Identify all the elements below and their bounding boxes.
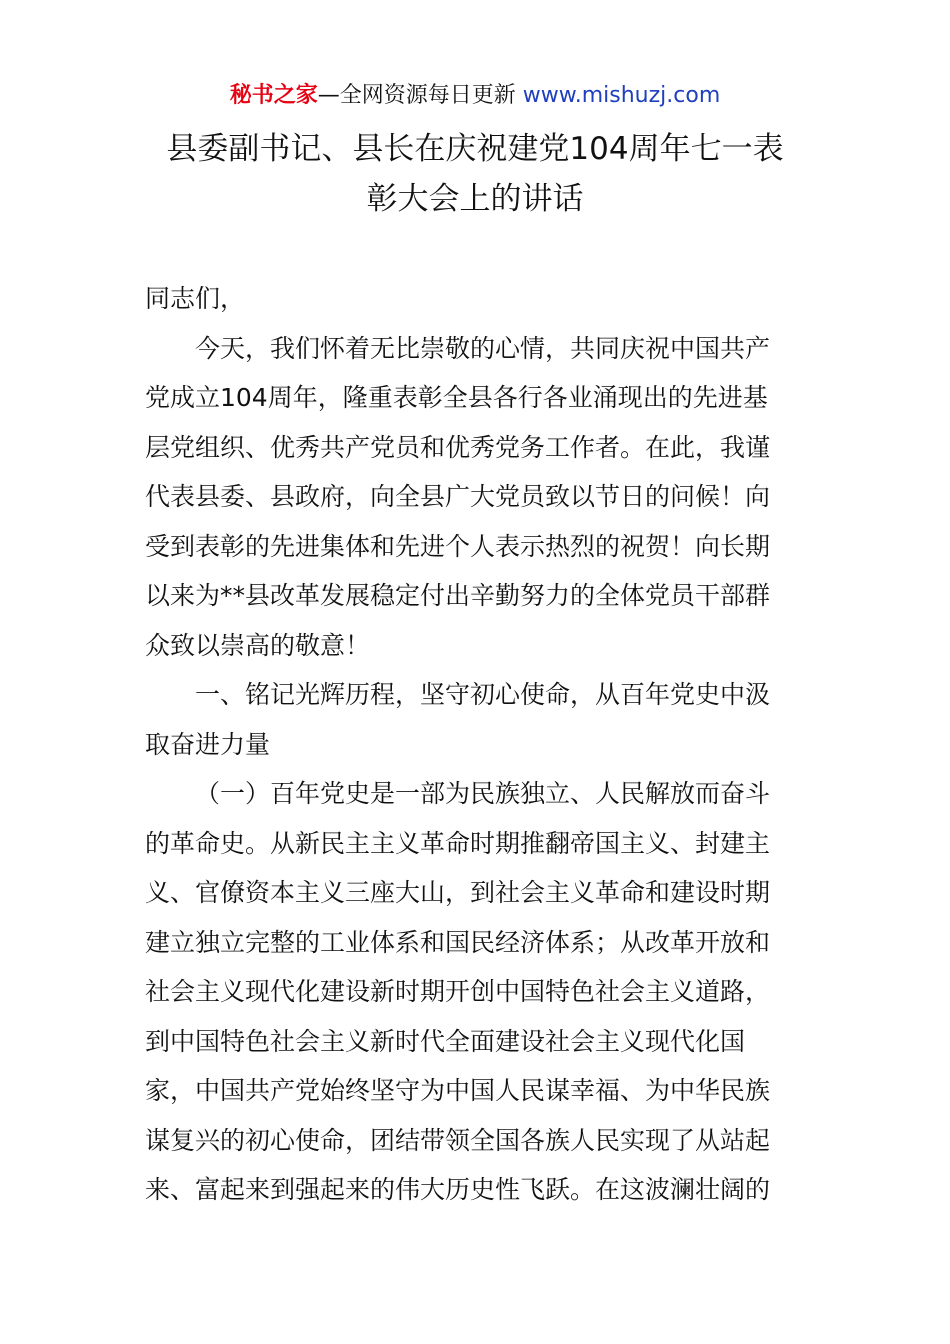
paragraph-2-line: 谋复兴的初心使命，团结带领全国各族人民实现了从站起: [145, 1125, 771, 1155]
site-url-link[interactable]: www.mishuzj.com: [522, 83, 721, 108]
paragraph-2-line: 社会主义现代化建设新时期开创中国特色社会主义道路，: [145, 977, 771, 1006]
paragraph-1-line: 层党组织、优秀共产党员和优秀党务工作者。在此，我谨: [145, 432, 771, 462]
document-body: [145, 274, 810, 1215]
header-tagline: —全网资源每日更新: [317, 83, 516, 108]
paragraph-2-line: （一）百年党史是一部为民族独立、人民解放而奋斗: [195, 779, 771, 808]
paragraph-1-line: 受到表彰的先进集体和先进个人表示热烈的祝贺！向长期: [145, 531, 771, 561]
document-title: [100, 124, 850, 224]
section-heading-line: 取奋进力量: [145, 729, 271, 759]
paragraph-1-line: 众致以崇高的敬意！: [145, 630, 371, 660]
paragraph-2-line: 建立独立完整的工业体系和国民经济体系；从改革开放和: [145, 927, 771, 957]
paragraph-1-line: 党成立104周年，隆重表彰全县各行各业涌现出的先进基: [145, 383, 768, 412]
section-heading-line: 一、铭记光辉历程，坚守初心使命，从百年党史中汲: [195, 680, 771, 709]
paragraph-2-line: 来、富起来到强起来的伟大历史性飞跃。在这波澜壮阔的: [145, 1175, 771, 1204]
paragraph-2-line: 义、官僚资本主义三座大山，到社会主义革命和建设时期: [145, 878, 771, 907]
brand-name: 秘书之家: [229, 83, 318, 108]
paragraph-2-line: 的革命史。从新民主主义革命时期推翻帝国主义、封建主: [145, 828, 771, 858]
title-line-1: 县委副书记、县长在庆祝建党104周年七一表: [166, 131, 784, 167]
paragraph-1-line: 以来为**县改革发展稳定付出辛勤努力的全体党员干部群: [145, 581, 771, 610]
paragraph-2-line: 家，中国共产党始终坚守为中国人民谋幸福、为中华民族: [145, 1076, 771, 1105]
site-header: [0, 78, 950, 114]
greeting: 同志们，: [145, 284, 246, 313]
paragraph-1-line: 今天，我们怀着无比崇敬的心情，共同庆祝中国共产: [195, 333, 771, 363]
title-line-2: 彰大会上的讲话: [366, 181, 584, 217]
paragraph-2-line: 到中国特色社会主义新时代全面建设社会主义现代化国: [145, 1026, 746, 1056]
paragraph-1-line: 代表县委、县政府，向全县广大党员致以节日的问候！向: [145, 482, 771, 511]
